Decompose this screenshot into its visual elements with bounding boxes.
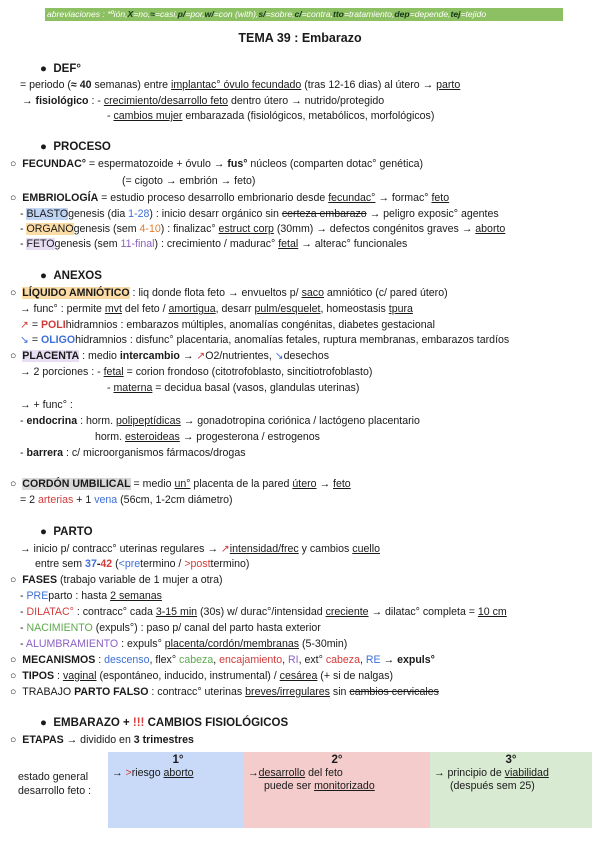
blastogenesis-line: - BLASTOgenesis (dia 1-28) : inicio desarr orgánico sin certeza embarazo → peligro exposic° agentes [20, 208, 499, 220]
alumbramiento-line: - ALUMBRAMIENTO : expuls° placenta/cordón/membranas (5-30min) [20, 638, 348, 650]
poli-line: ↗ = POLIhidramnios : embarazos múltiples, anomalías congénitas, diabetes gestacional [20, 319, 435, 331]
abbr-item: p/ [177, 9, 186, 19]
arterias-line: = 2 arterias + 1 vena (56cm, 1-2cm diámetro) [20, 494, 233, 506]
cordon-line: ○ CORDÓN UMBILICAL = medio un° placenta de la pared útero → feto [10, 478, 351, 490]
barrera-line: - barrera : c/ microorganismos fármacos/drogas [20, 447, 246, 459]
heading: DEF° [53, 63, 81, 75]
nacimiento-line: - NACIMIENTO (expuls°) : paso p/ canal del parto hasta exterior [20, 622, 321, 634]
preparto-line: - PREparto : hasta 2 semanas [20, 590, 162, 602]
abbr-item: =tratamiento, [343, 9, 395, 19]
materna-line: - materna = decidua basal (vasos, glandulas uterinas) [107, 382, 360, 394]
abbr-item: c/ [294, 9, 302, 19]
abbr-item: =sobre, [265, 9, 295, 19]
semanas-line: entre sem 37-42 (<pretermino / >posttermino) [35, 558, 250, 570]
abbr-item: =no, [133, 9, 151, 19]
section-parto: ● PARTO [40, 526, 93, 538]
bullet: ● [40, 63, 47, 75]
fetogenesis-line: - FETOgenesis (sem 11-final) : crecimiento / madurac° fetal → alterac° funcionales [20, 238, 408, 250]
abbr-item: =casi, [154, 9, 178, 19]
abbr-item: X [127, 9, 134, 19]
liquido-line: ○ LÍQUIDO AMNIÓTICO : liq donde flota feto → envueltos p/ saco amniótico (c/ pared útero) [10, 287, 448, 299]
section-proceso: ● PROCESO [40, 141, 111, 153]
organogenesis-line: - ORGANOgenesis (sem 4-10) : finalizac° estruct corp (30mm) → defectos congénitos graves → aborto [20, 223, 506, 235]
def-line-3: - cambios mujer embarazada (fisiológicos, metabólicos, morfológicos) [107, 110, 435, 122]
parto-falso-line: ○ TRABAJO PARTO FALSO : contracc° uterinas breves/irregulares sin cambios cervicales [10, 686, 439, 698]
abbr-item: : *ºión, [102, 9, 128, 19]
def-line-1: = periodo (≈ 40 semanas) entre implantac° óvulo fecundado (tras 12-16 dias) al útero → parto [20, 79, 461, 91]
abbr-item: =por, [185, 9, 205, 19]
abbr-item: tto [332, 9, 344, 19]
embriologia-line: ○ EMBRIOLOGÍA = estudio proceso desarrollo embrionario desde fecundac° → formac° feto [10, 192, 450, 204]
inicio-line: → inicio p/ contracc° uterinas regulares → ↗intensidad/frec y cambios cuello [20, 543, 380, 555]
row-label: estado general desarrollo feto : [18, 771, 92, 797]
trimester-3: 3° → principio de viabilidad (después sem 25) [430, 752, 592, 828]
section-anexos: ● ANEXOS [40, 270, 102, 282]
trimester-2: 2° →desarrollo del feto puede ser monitorizado [244, 752, 430, 828]
abbr-item: =tejido [460, 9, 487, 19]
endocrina-line: - endocrina : horm. polipeptídicas → gonadotropina coriónica / lactógeno placentario [20, 415, 420, 427]
fecundac-line: ○ FECUNDAC° = espermatozoide + óvulo → fus° núcleos (comparten dotac° genética) [10, 158, 424, 170]
abbr-text [47, 9, 486, 19]
mecanismos-line: ○ MECANISMOS : descenso, flex° cabeza, encajamiento, RI, ext° cabeza, RE → expuls° [10, 654, 435, 666]
abbreviations-bar [45, 8, 563, 21]
section-def [40, 62, 81, 76]
abbr-item: =contra, [301, 9, 333, 19]
esteroideas-line: horm. esteroideas → progesterona / estrogenos [95, 431, 320, 443]
fases-line: ○ FASES (trabajo variable de 1 mujer a otra) [10, 574, 223, 586]
porciones-line: → 2 porciones : - fetal = corion frondoso (citotrofoblasto, sincitiotrofoblasto) [20, 366, 373, 378]
trimesters-table [108, 752, 592, 828]
abbr-item: w/ [204, 9, 214, 19]
dilatac-line: - DILATAC° : contracc° cada 3-15 min (30s) w/ durac°/intensidad creciente → dilatac° completa = 10 cm [20, 606, 507, 618]
etapas-line: ○ ETAPAS → dividido en 3 trimestres [10, 734, 194, 746]
abbr-item: =depende, [409, 9, 451, 19]
page-title: TEMA 39 : Embarazo [238, 31, 362, 45]
def-line-2: → fisiológico : - crecimiento/desarrollo feto dentro útero → nutrido/protegido [22, 95, 385, 107]
trimester-1: 1° → >riesgo aborto [108, 752, 244, 828]
abbr-item: s/ [258, 9, 266, 19]
cigoto-line: (= cigoto → embrión → feto) [122, 175, 256, 187]
pfunc-line: → + func° : [20, 399, 73, 411]
func-line: → func° : permite mvt del feto / amortigua, desarr pulm/esquelet, homeostasis tpura [20, 303, 413, 315]
placenta-line: ○ PLACENTA : medio intercambio → ↗O2/nutrientes, ↘desechos [10, 350, 329, 362]
oligo-line: ↘ = OLIGOhidramnios : disfunc° placentaria, anomalías fetales, ruptura membranas, embarazos tardíos [20, 334, 510, 346]
abbr-item: abreviaciones [47, 9, 103, 19]
abbr-item: ≈ [150, 9, 155, 19]
abbr-item: =con (with), [213, 9, 259, 19]
section-embarazo: ● EMBARAZO + !!! CAMBIOS FISIOLÓGICOS [40, 717, 289, 729]
abbr-item: tej [450, 9, 461, 19]
abbr-item: dep [394, 9, 410, 19]
tipos-line: ○ TIPOS : vaginal (espontáneo, inducido, instrumental) / cesárea (+ si de nalgas) [10, 670, 394, 682]
